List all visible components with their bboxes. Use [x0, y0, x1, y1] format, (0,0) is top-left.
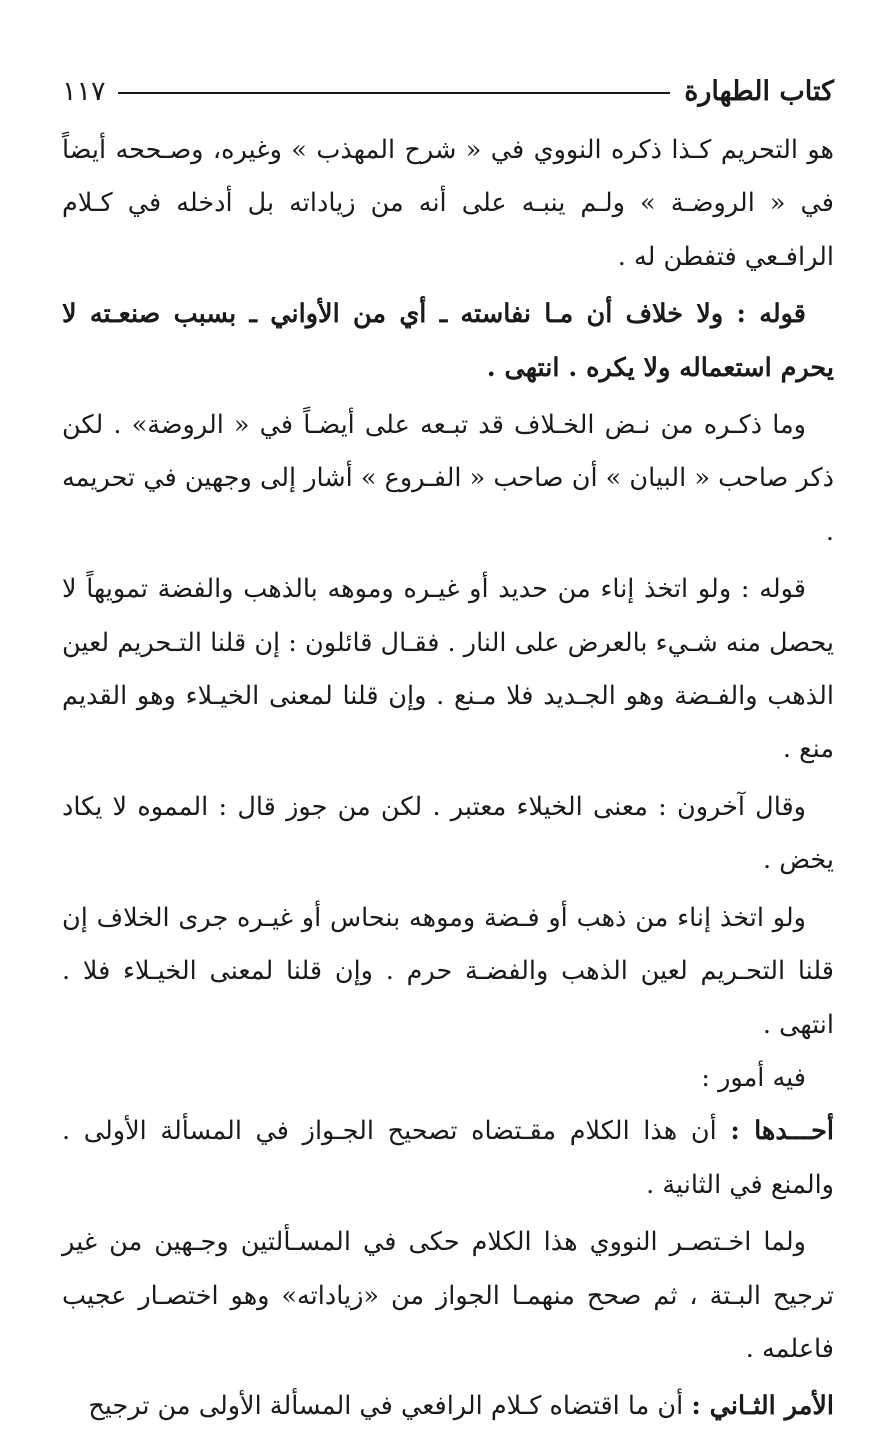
paragraph: ولو اتخذ إناء من ذهب أو فـضة وموهه بنحاس أو غيـره جرى الخلاف إن قلنا التحـريم لعين الذهب والفضـة حرم . وإن قلنا لمعنى الخيـلاء فلا . انتهى .: [62, 902, 834, 1040]
paragraph: قوله : ولو اتخذ إناء من حديد أو غيـره وموهه بالذهب والفضة تمويهاً لا يحصل منه شـيء بالعرض على النار . فقـال قائلون : إن قلنا التـحريم لعين الذهب والفـضة وهو الجـديد فلا مـنع . وإن قلنا لمعنى الخيـلاء وهو القديم منع .: [62, 574, 834, 765]
paragraph: وما ذكـره من نـض الخـلاف قد تبـعه على أيضـاً في « الروضة» . لكن ذكر صاحب « البيان » أن صاحب « الفـروع » أشار إلى وجهين في تحريمه .: [62, 410, 834, 547]
paragraph-lead: أحـــدها :: [730, 1116, 835, 1147]
paragraph: [62, 1105, 834, 1212]
paragraph: هو التحريم كـذا ذكره النووي في « شرح المهذب » وغيره، وصـححه أيضاً في « الروضـة » ولـم ينبـه على أنه من زياداته بل أدخله في كـلام الرافـعي فتفطن له .: [62, 135, 834, 272]
chapter-title: كتاب الطهارة: [684, 75, 834, 107]
paragraph: ولما اخـتصـر النووي هذا الكلام حكى في المسـألتين وجـهين من غير ترجيح البـتة ، ثم صحح منهمـا الجواز من «زياداته» وهو اختصـار عجيب فاعلمه .: [62, 1227, 834, 1364]
paragraph-text: أن هذا الكلام مقـتضاه تصحيح الجـواز في المسألة الأولى . والمنع في الثانية .: [62, 1116, 834, 1200]
quote-paragraph: قوله : ولا خلاف أن مـا نفاسته ـ أي من الأواني ـ بسبب صنعـته لا يحرم استعماله ولا يكره . انتهى .: [62, 299, 834, 383]
page-number: ١١٧: [62, 75, 106, 107]
header-rule: [118, 92, 671, 94]
paragraph-lead: الأمر الثـاني :: [691, 1391, 834, 1422]
paragraph: [62, 1380, 834, 1433]
page-body: [62, 124, 834, 1434]
running-header: [62, 70, 834, 112]
book-page: [62, 70, 835, 1422]
paragraph: فيه أمور :: [701, 1062, 806, 1093]
paragraph: وقال آخرون : معنى الخيلاء معتبر . لكن من جوز قال : المموه لا يكاد يخض .: [62, 791, 834, 876]
paragraph-text: أن ما اقتضاه كـلام الرافعي في المسألة الأولى من ترجيح: [88, 1391, 692, 1422]
